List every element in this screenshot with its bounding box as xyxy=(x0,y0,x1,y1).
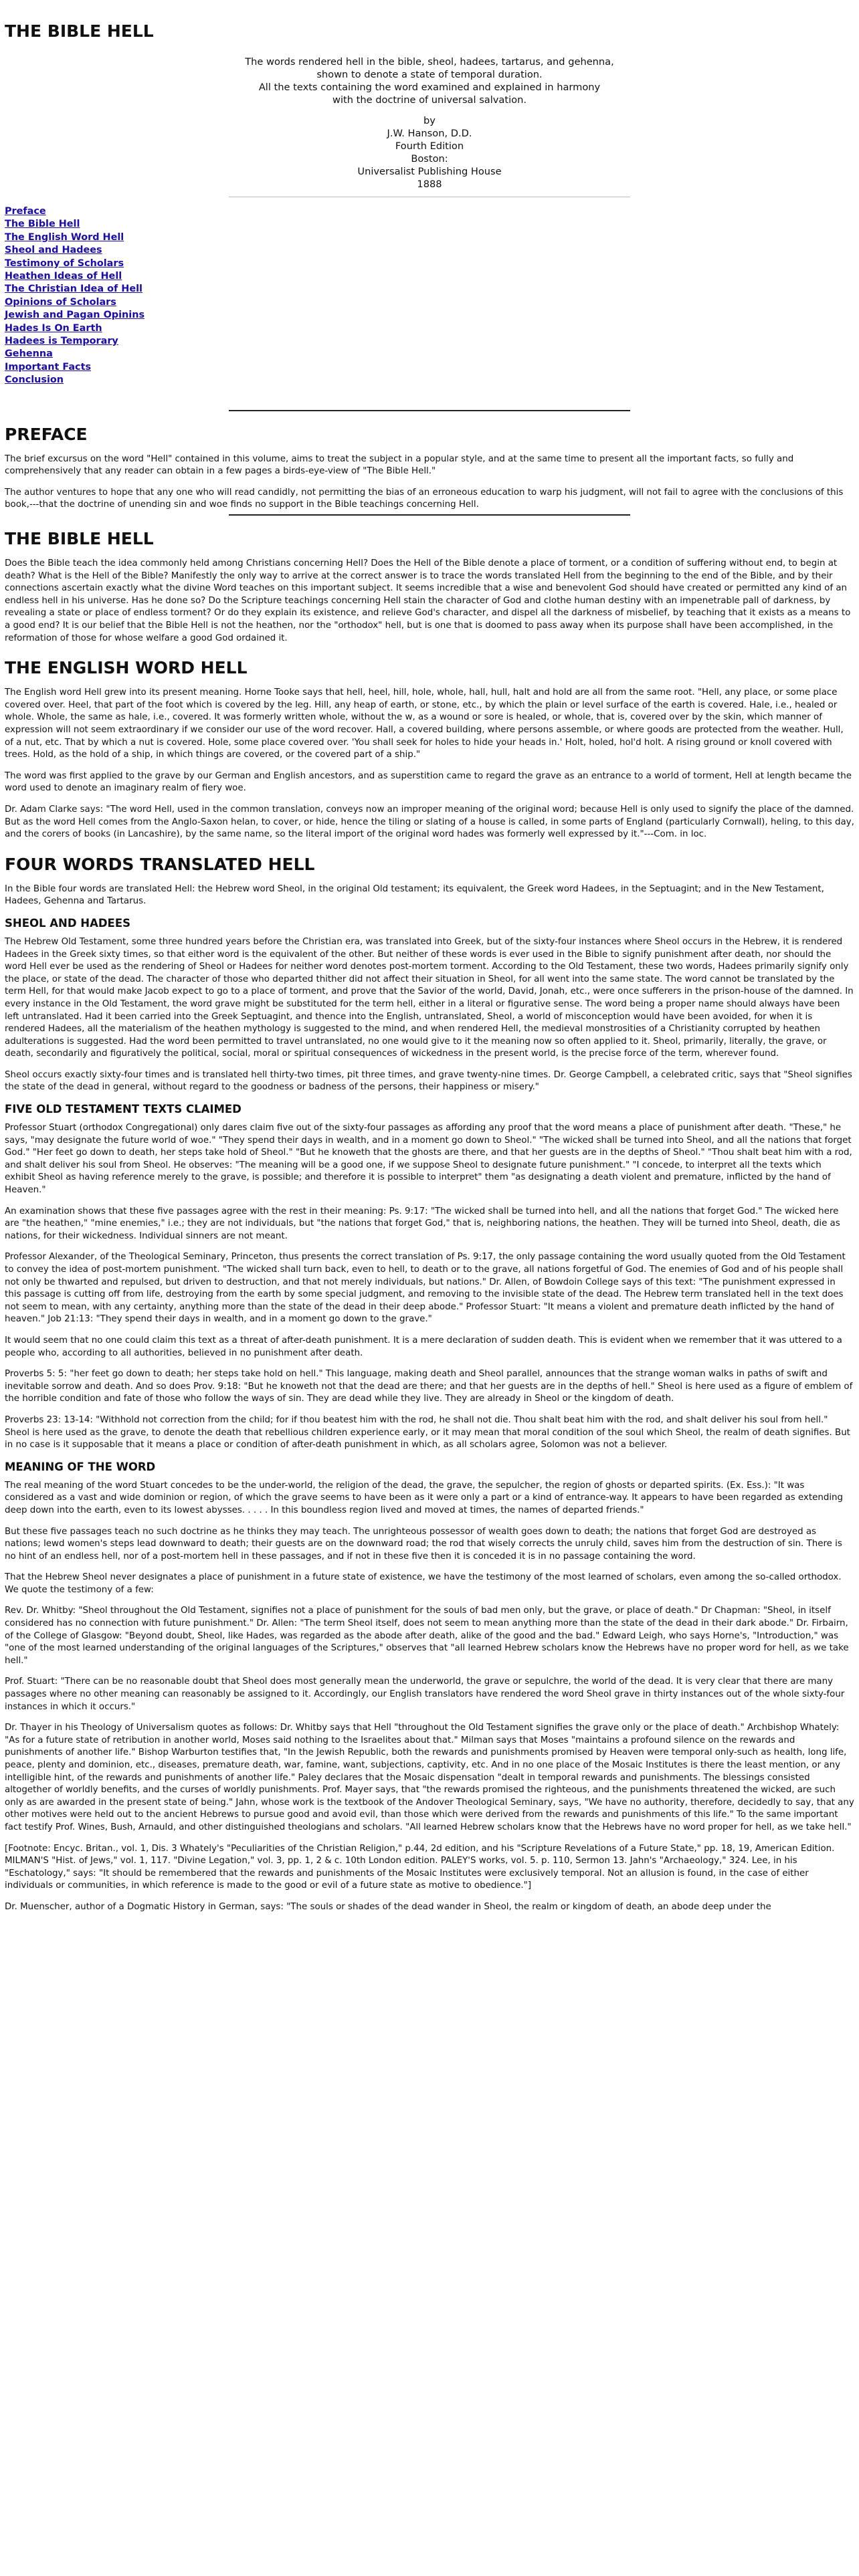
toc-link[interactable]: Hades Is On Earth xyxy=(5,322,102,334)
toc-link[interactable]: Sheol and Hadees xyxy=(5,245,102,256)
subsection-heading-five-texts: FIVE OLD TESTAMENT TEXTS CLAIMED xyxy=(5,1103,242,1116)
paragraph: The real meaning of the word Stuart concedes to be the under-world, the religion of the dead, the grave, the sepulcher, the region of ghosts or departed spirits. (Ex. Ess.): "It was considered as a vast and wide dominion or region, of which the grave seems to have been as it were only a part or a kind of entrance-way. It appears to have been regarded as extending deep down into the earth, even to its lowest abysses. . . . . In this boundless region lived and moved at times, the names of departed friends." xyxy=(5,1480,844,1515)
paragraph: Rev. Dr. Whitby: "Sheol throughout the Old Testament, signifies not a place of punishment for the souls of bad men only, but the grave, or place of death." Dr Chapman: "Sheol, in itself considered has no connection with future punishment." Dr. Allen: "The term Sheol itself, does not seem to mean anything more than the state of the dead in their dark abode." Dr. Firbairn, of the College of Glasgow: "Beyond doubt, Sheol, like Hades, was regarded as the abode after death, alike of the good and the bad." Edward Leigh, who says Horne's, "Introduction," was "one of the most learned understanding of the original languages of the Scriptures," observes that "all learned Hebrew scholars know the Hebrews have no proper word for hell, as we take hell." xyxy=(5,1606,849,1666)
paragraph: Proverbs 23: 13-14: "Withhold not correction from the child; for if thou beatest him with the rod, he shall not die. Thou shalt beat him with the rod, and shalt deliver his soul from hell." Sheol is here used as the grave, to denote the death that rebellious children experience early, or it may mean that moral condition of the soul which Sheol, the realm of death signifies. But in no case is it supposable that it means a place or condition of after-death punishment in which, as all scholars agree, Solomon was not a believer. xyxy=(5,1414,850,1451)
paragraph: But these five passages teach no such doctrine as he thinks they may teach. The unrighteous possessor of wealth goes down to death; the nations that forget God are destroyed as nations; lewd women's steps lead downward to death; their guests are on the downward road; the rod that wisely corrects the unruly child, saves him from the destruction of sin. There is no hint of an endless hell, nor of a post-mortem hell in these passages, and if not in these five then it is conceded it is in no passage containing the word. xyxy=(5,1526,842,1562)
author: J.W. Hanson, D.D. xyxy=(387,128,472,139)
section-heading-english-word: THE ENGLISH WORD HELL xyxy=(5,658,248,678)
byline-by: by xyxy=(423,115,436,126)
toc-link[interactable]: Conclusion xyxy=(5,374,64,386)
intro-line: shown to denote a state of temporal duration. xyxy=(316,69,543,80)
toc-link[interactable]: Preface xyxy=(5,206,46,217)
intro-lines xyxy=(5,56,854,106)
toc-link[interactable]: The English Word Hell xyxy=(5,231,124,243)
toc-link[interactable]: Important Facts xyxy=(5,361,92,372)
paragraph: Does the Bible teach the idea commonly held among Christians concerning Hell? Does the Hell of the Bible denote a place of torment, or a condition of suffering without end, to begin at death? What is the Hell of the Bible? Manifestly the only way to arrive at the correct answer is to trace the words translated Hell from the beginning to the end of the Bible, and by their connections ascertain exactly what the divine Word teaches on this important subject. It seems incredible that a wise and benevolent God should have created or permitted any kind of an endless hell in his universe. Has he done so? Do the Scripture teachings concerning Hell stain the character of God and clothe human destiny with an impenetrable pall of darkness, by revealing a state or place of endless torment? Or do they explain its existence, and relieve God's character, and dispel all the darkness of misbelief, by teaching that it exists as a means to a good end? It is our belief that the Bible Hell is not the heathen, nor the "orthodox" hell, but is one that is doomed to pass away when its purpose shall have been accomplished, in the reformation of those for whose welfare a good God ordained it. xyxy=(5,558,851,643)
city: Boston: xyxy=(411,153,448,165)
subsection-heading-meaning: MEANING OF THE WORD xyxy=(5,1460,156,1473)
paragraph: The brief excursus on the word "Hell" contained in this volume, aims to treat the subject in a popular style, and at the same time to present all the important facts, so fully and comprehensively that any reader can obtain in a few pages a birds-eye-view of "The Bible Hell." xyxy=(5,453,794,477)
paragraph: Professor Stuart (orthodox Congregational) only dares claim five out of the sixty-four passages as affording any proof that the word means a place of punishment after death. "These," he says, "may designate the future world of woe." "They spend their days in wealth, and in a moment go down to Sheol." "The wicked shall be turned into Sheol, and all the nations that forget God." "Her feet go down to death, her steps take hold of Sheol." "But he knoweth that the ghosts are there, and that her guests are in the depths of Sheol." "Thou shalt beat him with a rod, and shalt deliver his soul from Sheol. He observes: "The meaning will be a good one, if we suppose Sheol to designate future punishment." "I concede, to interpret all the texts which exhibit Sheol as having reference merely to the grave, is possible; and therefore it is possible to interpret" them "as designating a death violent and premature, inflicted by the hand of Heaven." xyxy=(5,1123,852,1196)
paragraph: Proverbs 5: 5: "her feet go down to death; her steps take hold on hell." This language, making death and Sheol parallel, announces that the strange woman walks in paths of swift and inevitable sorrow and death. And so does Prov. 9:18: "But he knoweth not that the dead are there; and that her guests are in the depths of hell." Sheol is here used as a figure of emblem of the horrible condition and fate of those who follow the ways of sin. They are dead while they live. They are already in Sheol or the kingdom of death. xyxy=(5,1369,853,1404)
section-heading-four-words: FOUR WORDS TRANSLATED HELL xyxy=(5,854,315,874)
paragraph: The English word Hell grew into its present meaning. Horne Tooke says that hell, heel, hill, hole, whole, hall, hull, halt and hold are all from the same root. "Hell, any place, or some place covered over. Heel, that part of the foot which is covered by the leg. Hill, any heap of earth, or stone, etc., by which the plain or level surface of the earth is covered. Hale, i.e., healed or whole. Whole, the same as hale, i.e., covered. It was formerly written whole, without the w, as a wound or sore is healed, or whole, that is, covered over by the skin, which manner of expression will not seem extraordinary if we consider our use of the word recover. Hall, a covered building, where persons assemble, or where goods are protected from the weather. Hull, of a nut, etc. That by which a nut is covered. Hole, some place covered over. 'You shall seek for holes to hide your heads in.' Holt, holed, hol'd holt. A rising ground or knoll covered with trees. Hold, as the hold of a ship, in which things are covered, or the covered part of a ship." xyxy=(5,687,844,760)
paragraph: That the Hebrew Sheol never designates a place of punishment in a future state of existence, we have the testimony of the most learned of scholars, even among the so-called orthodox. We quote the testimony of a few: xyxy=(5,1572,842,1595)
paragraph: The word was first applied to the grave by our German and English ancestors, and as superstition came to regard the grave as an entrance to a world of torment, Hell at length became the word used to denote an imaginary realm of fiery woe. xyxy=(5,770,852,794)
byline xyxy=(5,114,854,191)
toc-link[interactable]: Heathen Ideas of Hell xyxy=(5,271,122,282)
toc-link[interactable]: Hadees is Temporary xyxy=(5,336,118,347)
footnote: [Footnote: Encyc. Britan., vol. 1, Dis. 3 Whately's "Peculiarities of the Christian Religion," p.44, 2d edition, and his "Scripture Revelations of a Future State," pp. 18, 19, American Edition. MILMAN'S "Hist. of Jews," vol. 1, 117. "Divine Legation," vol. 3, pp. 1, 2 & c. 10th London edition. PALEY'S works, vol. 5. p. 110, Sermon 13. Jahn's "Archaeology," 324. Lee, in his "Eschatology," says: "It should be remembered that the rewards and punishments of the Mosaic Institutes were exclusively temporal. Not an allusion is found, in the case of either individuals or communities, in which reference is made to the good or evil of a future state as motive to obedience."] xyxy=(5,1843,835,1891)
edition: Fourth Edition xyxy=(395,140,464,152)
publisher: Universalist Publishing House xyxy=(357,166,502,177)
book-title: THE BIBLE HELL xyxy=(5,21,154,41)
toc-link[interactable]: Opinions of Scholars xyxy=(5,296,116,308)
paragraph: Professor Alexander, of the Theological Seminary, Princeton, thus presents the correct translation of Ps. 9:17, the only passage containing the word usually quoted from the Old Testament to convey the idea of post-mortem punishment. "The wicked shall turn back, even to hell, to death or to the grave, all nations forgetful of God. The enemies of God and of his people shall not only be thwarted and repulsed, but driven to destruction, and that not merely individuals, but nations." Dr. Allen, of Bowdoin College says of this text: "The punishment expressed in this passage is cutting off from life, destroying from the earth by some special judgment, and removing to the invisible state of the dead. The Hebrew term translated hell in the text does not seem to mean, with any certainty, anything more than the state of the dead in their deep abode." Professor Stuart: "It means a violent and premature death inflicted by the hand of heaven." Job 21:13: "They spend their days in wealth, and in a moment go down to the grave." xyxy=(5,1252,846,1325)
toc-link[interactable]: The Christian Idea of Hell xyxy=(5,284,142,295)
divider xyxy=(229,514,630,516)
toc-link[interactable]: Jewish and Pagan Opinins xyxy=(5,310,145,321)
toc-link[interactable]: Testimony of Scholars xyxy=(5,257,124,269)
intro-line: All the texts containing the word examined and explained in harmony xyxy=(258,82,601,93)
paragraph: Dr. Thayer in his Theology of Universalism quotes as follows: Dr. Whitby says that Hell "throughout the Old Testament signifies the grave only or the place of death." Archbishop Whately: "As for a future state of retribution in another world, Moses said nothing to the Israelites about that." Milman says that Moses "maintains a profound silence on the rewards and punishments of another life." Bishop Warburton testifies that, "In the Jewish Republic, both the rewards and punishments promised by Heaven were temporal only-such as health, long life, peace, plenty and dominion, etc., diseases, premature death, war, famine, want, subjections, captivity, etc. And in no one place of the Mosaic Institutes is there the least mention, or any intelligible hint, of the rewards and punishments of another life." Paley declares that the Mosaic dispensation "dealt in temporal rewards and punishments. The blessings consisted altogether of worldly benefits, and the curses of worldly punishments. Prof. Mayer says, that "the rewards promised the righteous, and the punishments threatened the wicked, are such only as are awarded in the present state of being." Jahn, whose work is the textbook of the Andover Theological Seminary, says, "We have no authority, therefore, decidedly to say, that any other motives were held out to the ancient Hebrews to pursue good and avoid evil, than those which were derived from the rewards and punishments of this life." To the same important fact testify Prof. Wines, Bush, Arnauld, and other distinguished theologians and scholars. "All learned Hebrew scholars know that the Hebrews have no word proper for hell, as we take hell." xyxy=(5,1723,854,1832)
intro-line: The words rendered hell in the bible, sheol, hadees, tartarus, and gehenna, xyxy=(245,56,614,68)
paragraph: Sheol occurs exactly sixty-four times and is translated hell thirty-two times, pit three times, and grave twenty-nine times. Dr. George Campbell, a celebrated critic, says that "Sheol signifies the state of the dead in general, without regard to the goodness or badness of the persons, their happiness or misery." xyxy=(5,1069,852,1093)
intro-line: with the doctrine of universal salvation. xyxy=(332,94,527,106)
toc-link[interactable]: Gehenna xyxy=(5,348,53,360)
divider xyxy=(229,410,630,411)
paragraph: It would seem that no one could claim this text as a threat of after-death punishment. It is a mere declaration of sudden death. This is evident when we remember that it was uttered to a people who, according to all authorities, believed in no punishment after death. xyxy=(5,1335,842,1358)
paragraph: Dr. Muenscher, author of a Dogmatic History in German, says: "The souls or shades of the dead wander in Sheol, the realm or kingdom of death, an abode deep under the xyxy=(5,1901,771,1912)
paragraph: The author ventures to hope that any one who will read candidly, not permitting the bias of an erroneous education to warp his judgment, will not fail to agree with the conclusions of this book,---that the doctrine of unending sin and woe finds no support in the Bible teachings concerning Hell. xyxy=(5,487,844,510)
paragraph: An examination shows that these five passages agree with the rest in their meaning: Ps. 9:17: "The wicked shall be turned into hell, and all the nations that forget God." The wicked here are "the heathen," "mine enemies," i.e.; they are not individuals, but "the nations that forget God," that is, neighboring nations, the heathen. They will be turned into Sheol, death, die as nations, for their wickedness. Individual sinners are not meant. xyxy=(5,1206,840,1241)
paragraph: The Hebrew Old Testament, some three hundred years before the Christian era, was translated into Greek, but of the sixty-four instances where Sheol occurs in the Hebrew, it is rendered Hadees in the Greek sixty times, so that either word is the equivalent of the other. But neither of these words is ever used in the Bible to signify punishment after death, nor should the word Hell ever be used as the rendering of Sheol or Hadees for neither word denotes post-mortem torment. According to the Old Testament, these two words, Hadees primarily signify only the place, or state of the dead. The character of those who departed thither did not affect their situation in Sheol, for all went into the same state. The word cannot be translated by the term Hell, for that would make Jacob expect to go to a place of torment, and prove that the Savior of the world, David, Jonah, etc., were once sufferers in the prison-house of the damned. In every instance in the Old Testament, the word grave might be substituted for the term hell, either in a literal or figurative sense. The word being a proper name should always have been left untranslated. Had it been carried into the Greek Septuagint, and thence into the English, untranslated, Sheol, a world of misconception would have been avoided, for when it is rendered Hadees, all the materialism of the heathen mythology is suggested to the mind, and when rendered Hell, the medieval monstrosities of a Christianity corrupted by heathen adulterations is suggested. Had the word been permitted to travel untranslated, no one would give to it the meaning now so often applied to it. Sheol, primarily, literally, the grave, or death, secondarily and figuratively the political, social, moral or spiritual consequences of wickedness in the present world, is the precise force of the term, wherever found. xyxy=(5,936,854,1059)
section-heading-preface: PREFACE xyxy=(5,424,88,444)
paragraph: In the Bible four words are translated Hell: the Hebrew word Sheol, in the original Old testament; its equivalent, the Greek word Hadees, in the Septuagint; and in the New Testament, Hadees, Gehenna and Tartarus. xyxy=(5,883,824,907)
subsection-heading-sheol-hadees: SHEOL AND HADEES xyxy=(5,916,130,930)
paragraph: Dr. Adam Clarke says: "The word Hell, used in the common translation, conveys now an improper meaning of the original word; because Hell is only used to signify the place of the damned. But as the word Hell comes from the Anglo-Saxon helan, to cover, or hide, hence the tiling or slating of a house is called, in some parts of England (particularly Cornwall), heling, to this day, and the corers of books (in Lancashire), by the same name, so the literal import of the original word hades was formerly well expressed by it."---Com. in loc. xyxy=(5,804,854,840)
section-heading-bible-hell: THE BIBLE HELL xyxy=(5,529,154,549)
title-block xyxy=(5,56,854,191)
year: 1888 xyxy=(417,179,442,190)
table-of-contents xyxy=(5,205,854,387)
paragraph: Prof. Stuart: "There can be no reasonable doubt that Sheol does most generally mean the underworld, the grave or sepulchre, the world of the dead. It is very clear that there are many passages where no other meaning can reasonably be assigned to it. Accordingly, our English translators have rendered the word Sheol grave in thirty instances out of the whole sixty-four instances in which it occurs." xyxy=(5,1677,845,1712)
toc-link[interactable]: The Bible Hell xyxy=(5,219,80,230)
